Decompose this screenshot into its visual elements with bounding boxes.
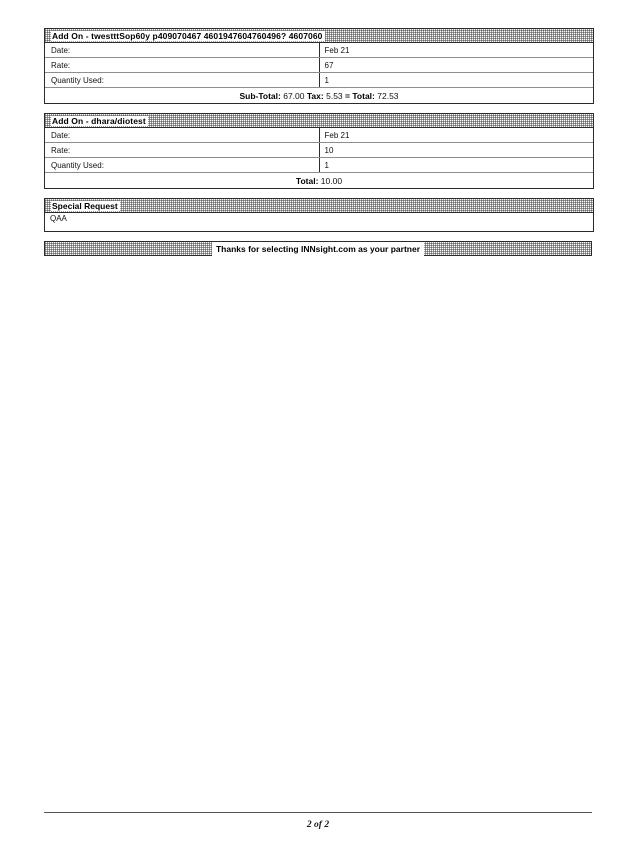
addon-rate-label-2: Rate: (45, 143, 319, 158)
addon-quantity-value-2: 1 (319, 158, 593, 173)
equals-sign-1: = (345, 90, 350, 101)
addon-rate-value-1: 67 (319, 58, 593, 73)
addon-date-label-1: Date: (45, 43, 319, 58)
tax-label-1: Tax: (306, 90, 324, 101)
addon-rate-label-1: Rate: (45, 58, 319, 73)
addon-summary-cell-2 (45, 173, 593, 189)
addon-summary-row-2 (45, 173, 593, 189)
addon-title-2: Add On - dhara/diotest (52, 115, 146, 126)
total-label-2: Total: (295, 175, 319, 186)
addon-header-row-1 (45, 29, 593, 43)
special-request-body-row (45, 213, 593, 232)
addon-header-cell-1 (45, 29, 593, 43)
special-request-block (44, 198, 594, 232)
addon-quantity-row-1 (45, 73, 593, 88)
addon-summary-cell-1 (45, 88, 593, 104)
addon-header-cell-2 (45, 114, 593, 128)
page-number: 2 of 2 (306, 820, 330, 830)
addon-date-row-2 (45, 128, 593, 143)
addon-table-1 (45, 29, 593, 103)
addon-rate-value-2: 10 (319, 143, 593, 158)
addon-date-row-1 (45, 43, 593, 58)
total-value-2: 10.00 (320, 175, 343, 186)
addon-rate-row-1 (45, 58, 593, 73)
thanks-text: Thanks for selecting INNsight.com as your partner (212, 242, 424, 257)
special-request-value: QAA (50, 214, 67, 223)
page-footer (44, 812, 592, 830)
addon-rate-row-2 (45, 143, 593, 158)
invoice-content (44, 28, 592, 265)
addon-quantity-label-1: Quantity Used: (45, 73, 319, 88)
addon-title-1: Add On - twestttSop60y p409070467 4601947604760496? 4607060 (52, 30, 323, 41)
addon-block-2 (44, 113, 594, 189)
total-value-1: 72.53 (377, 90, 399, 101)
special-request-title: Special Request (52, 200, 118, 211)
addon-block-1 (44, 28, 594, 104)
subtotal-label-1: Sub-Total: (239, 90, 281, 101)
addon-table-2 (45, 114, 593, 188)
subtotal-value-1: 67.00 (283, 90, 305, 101)
total-label-1: Total: (352, 90, 375, 101)
addon-date-value-1: Feb 21 (319, 43, 593, 58)
addon-header-row-2 (45, 114, 593, 128)
thanks-banner (44, 241, 592, 256)
special-request-header-row (45, 199, 593, 213)
addon-quantity-row-2 (45, 158, 593, 173)
addon-quantity-value-1: 1 (319, 73, 593, 88)
tax-value-1: 5.53 (326, 90, 343, 101)
addon-date-value-2: Feb 21 (319, 128, 593, 143)
addon-date-label-2: Date: (45, 128, 319, 143)
special-request-header-cell (45, 199, 593, 213)
special-request-table (45, 199, 593, 231)
addon-quantity-label-2: Quantity Used: (45, 158, 319, 173)
addon-summary-row-1 (45, 88, 593, 104)
